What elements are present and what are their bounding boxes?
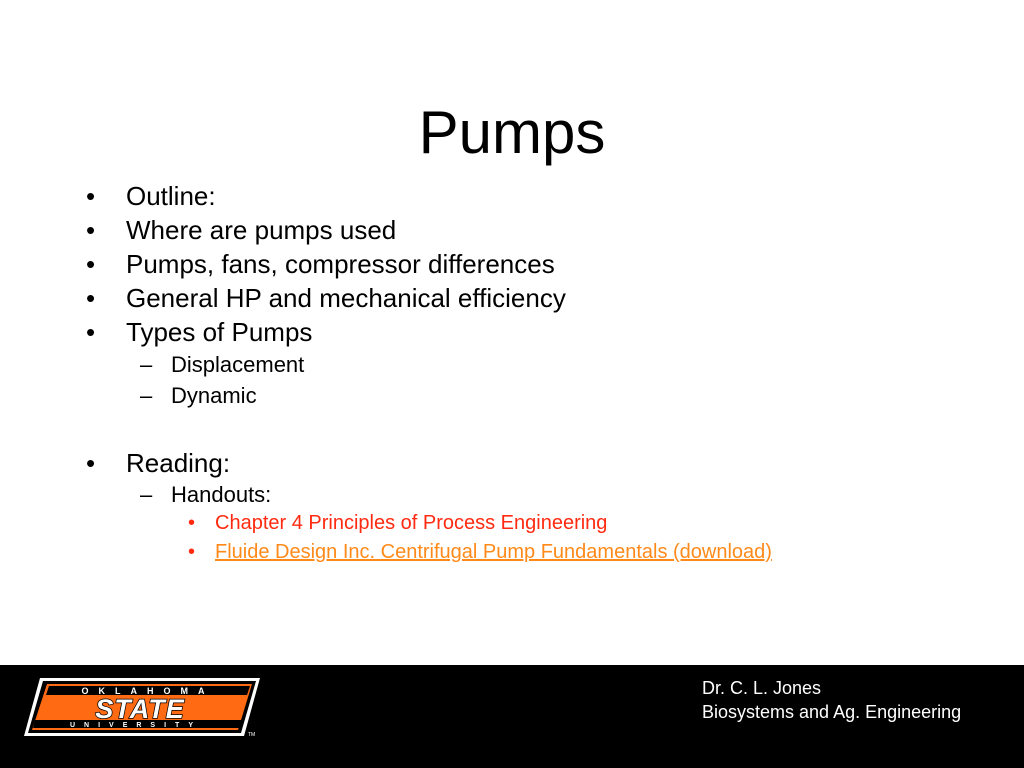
bullet-symbol: •: [86, 181, 96, 211]
bullet-symbol: •: [86, 317, 96, 347]
bullet-symbol: •: [86, 448, 96, 478]
sub-bullet-dash: –: [140, 352, 153, 377]
author-name: Dr. C. L. Jones: [702, 678, 822, 698]
sub-bullet-dash: –: [140, 383, 153, 408]
author-department: Biosystems and Ag. Engineering: [702, 702, 962, 722]
logo-tm-text: TM: [248, 732, 256, 738]
bullet-text: Where are pumps used: [126, 215, 397, 245]
bullet-text: Types of Pumps: [126, 317, 313, 347]
bullet-text: Outline:: [126, 181, 216, 211]
logo-bottom-text: UNIVERSITY: [69, 722, 203, 729]
handout-bullet: •: [188, 541, 196, 563]
logo-top-text: OKLAHOMA: [81, 686, 215, 696]
bullet-text: Pumps, fans, compressor differences: [126, 249, 555, 279]
bullet-text: Reading:: [126, 448, 231, 478]
sub-bullet-text: Dynamic: [171, 383, 257, 408]
sub-bullet-dash: –: [140, 482, 153, 507]
bullet-text: General HP and mechanical efficiency: [126, 283, 566, 313]
handout-text: Chapter 4 Principles of Process Engineering: [215, 512, 608, 534]
author-block: [702, 676, 961, 724]
bullet-symbol: •: [86, 249, 96, 279]
download-link[interactable]: Fluide Design Inc. Centrifugal Pump Fundamentals (download): [215, 541, 772, 563]
sub-bullet-text: Displacement: [171, 352, 305, 377]
logo-main-text: STATE: [95, 694, 185, 724]
handout-bullet: •: [188, 512, 196, 534]
osu-logo: [22, 676, 262, 738]
bullet-symbol: •: [86, 283, 96, 313]
sub-bullet-text: Handouts:: [171, 482, 272, 507]
bullet-symbol: •: [86, 215, 96, 245]
slide-title: Pumps: [418, 99, 606, 166]
